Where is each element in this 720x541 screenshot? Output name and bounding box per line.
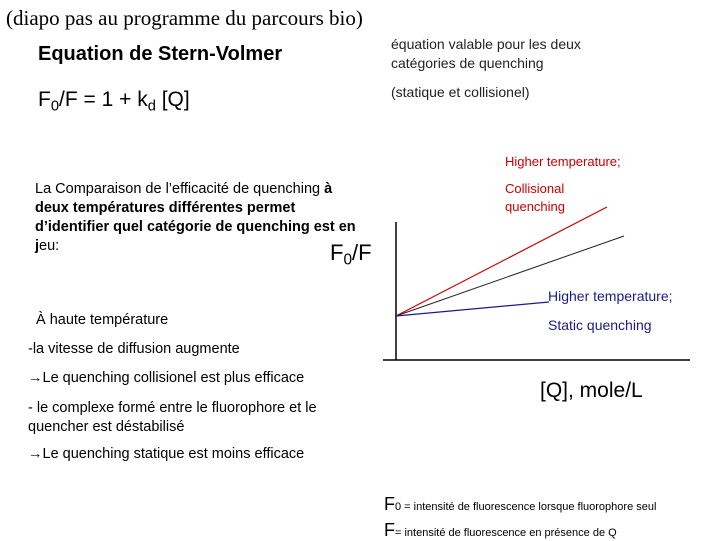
- comparison-line4-bold: j: [35, 238, 40, 254]
- collisional-efficient-line: [28, 370, 304, 386]
- y-axis-label-sub: 0: [343, 251, 353, 269]
- reference-line: [396, 236, 624, 316]
- collisional-label-line1: Collisional: [505, 181, 565, 196]
- validity-note-line2: catégories de quenching: [391, 55, 544, 71]
- comparison-line1-text: La Comparaison de l’efficacité de quenching: [35, 181, 325, 197]
- static-less-efficient-line: [28, 446, 304, 462]
- comparison-line4-text: eu:: [39, 238, 60, 254]
- comparison-line2: deux températures différentes permet: [35, 200, 296, 216]
- arrow-right-icon: →: [28, 446, 43, 462]
- collisional-label-line2: quenching: [505, 199, 565, 214]
- static-less-efficient-text: Le quenching statique est moins efficace: [42, 446, 305, 462]
- collisional-higher-temp-label: Higher temperature;: [505, 154, 621, 169]
- high-temperature-heading: À haute température: [36, 312, 169, 328]
- f0-definition: [384, 494, 656, 515]
- static-quenching-label: Static quenching: [548, 317, 652, 333]
- collisional-quenching-label: [505, 180, 565, 216]
- page-header-note: (diapo pas au programme du parcours bio): [6, 6, 363, 30]
- y-axis-label-rest: /F: [352, 240, 372, 265]
- f-text: = intensité de fluorescence en présence de Q: [395, 527, 617, 539]
- formula-f: F: [38, 88, 51, 111]
- complex-line-a: - le complexe formé entre le fluorophore et le: [28, 400, 317, 416]
- x-axis-label: [Q], mole/L: [540, 379, 643, 402]
- y-axis-label-f: F: [330, 240, 344, 265]
- comparison-line1-bold: à: [324, 181, 333, 197]
- equation-title: Equation de Stern-Volmer: [38, 43, 283, 65]
- complex-line-b: quencher est déstabilisé: [28, 419, 185, 435]
- validity-note-line1: équation valable pour les deux: [391, 36, 581, 52]
- formula-end: [Q]: [155, 88, 190, 111]
- diffusion-line: -la vitesse de diffusion augmente: [28, 341, 240, 357]
- f0-text: = intensité de fluorescence lorsque fluorophore seul: [401, 501, 657, 513]
- f0-sub: 0: [395, 501, 402, 513]
- quenching-types-note: (statique et collisionel): [391, 84, 530, 100]
- formula-mid: /F = 1 + k: [59, 88, 148, 111]
- f0-symbol: F: [384, 494, 395, 514]
- f-symbol: F: [384, 520, 395, 540]
- formula-f-sub: 0: [50, 98, 59, 115]
- comparison-line3: d’identifier quel catégorie de quenching est en: [35, 219, 356, 235]
- f-definition: [384, 520, 617, 541]
- collisional-efficient-text: Le quenching collisionel est plus efficace: [42, 370, 305, 386]
- static-higher-temp-label: Higher temperature;: [548, 288, 673, 304]
- complex-destabilized-line: [28, 399, 317, 437]
- arrow-right-icon: →: [28, 370, 43, 386]
- formula-k-sub: d: [147, 98, 156, 115]
